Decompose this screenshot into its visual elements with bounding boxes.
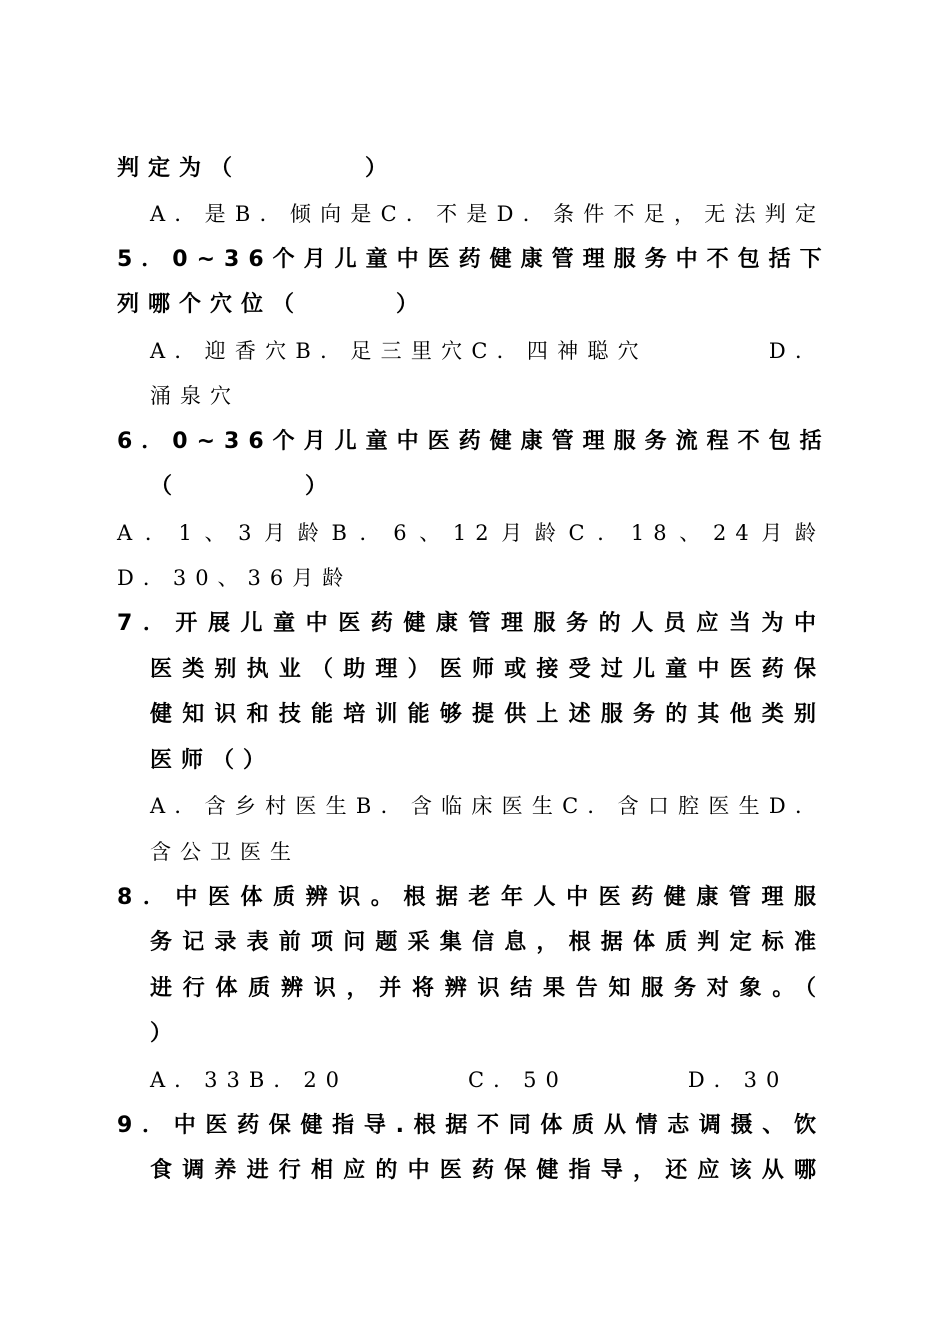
question-6-text-line-2: （ ） xyxy=(150,474,337,499)
question-9-text-line-2: 食调养进行相应的中医药保健指导，还应该从哪 xyxy=(150,1158,825,1183)
question-8-options: A．33B．20 C．50 D．30 xyxy=(150,1068,789,1092)
question-7-options: A．含乡村医生B．含临床医生C．含口腔医生D． xyxy=(150,794,825,818)
question-8-text-line-4: ） xyxy=(150,1021,182,1046)
question-5-options: A．迎香穴B．足三里穴C．四神聪穴 D． xyxy=(150,339,825,363)
question-5-text: 5．0~36个月儿童中医药健康管理服务中不包括下 xyxy=(117,247,831,272)
question-5-text-line-2: 列哪个穴位（ ） xyxy=(117,292,428,317)
question-6-options: A．1、3月龄B．6、12月龄C．18、24月龄 xyxy=(117,521,825,545)
question-6-text: 6．0~36个月儿童中医药健康管理服务流程不包括 xyxy=(117,429,831,454)
question-5-options-line-2: 涌泉穴 xyxy=(150,384,240,408)
question-8-text-line-2: 务记录表前项问题采集信息，根据体质判定标准 xyxy=(150,930,825,955)
question-4-continuation: 判定为（ ） xyxy=(117,156,397,181)
question-9-text: 9．中医药保健指导.根据不同体质从情志调摄、饮 xyxy=(117,1113,825,1138)
question-8-text: 8．中医体质辨识。根据老年人中医药健康管理服 xyxy=(117,885,825,910)
question-7-text: 7．开展儿童中医药健康管理服务的人员应当为中 xyxy=(117,611,825,636)
question-7-text-line-3: 健知识和技能培训能够提供上述服务的其他类别 xyxy=(150,702,825,727)
question-7-text-line-2: 医类别执业（助理）医师或接受过儿童中医药保 xyxy=(150,657,825,682)
question-6-options-line-2: D．30、36月龄 xyxy=(117,566,353,590)
question-7-text-line-4: 医师（） xyxy=(150,748,275,773)
question-7-options-line-2: 含公卫医生 xyxy=(150,840,300,864)
question-4-options: A．是B．倾向是C．不是D．条件不足，无法判定 xyxy=(150,202,825,226)
question-8-text-line-3: 进行体质辨识，并将辨识结果告知服务对象。（ xyxy=(150,976,825,1001)
